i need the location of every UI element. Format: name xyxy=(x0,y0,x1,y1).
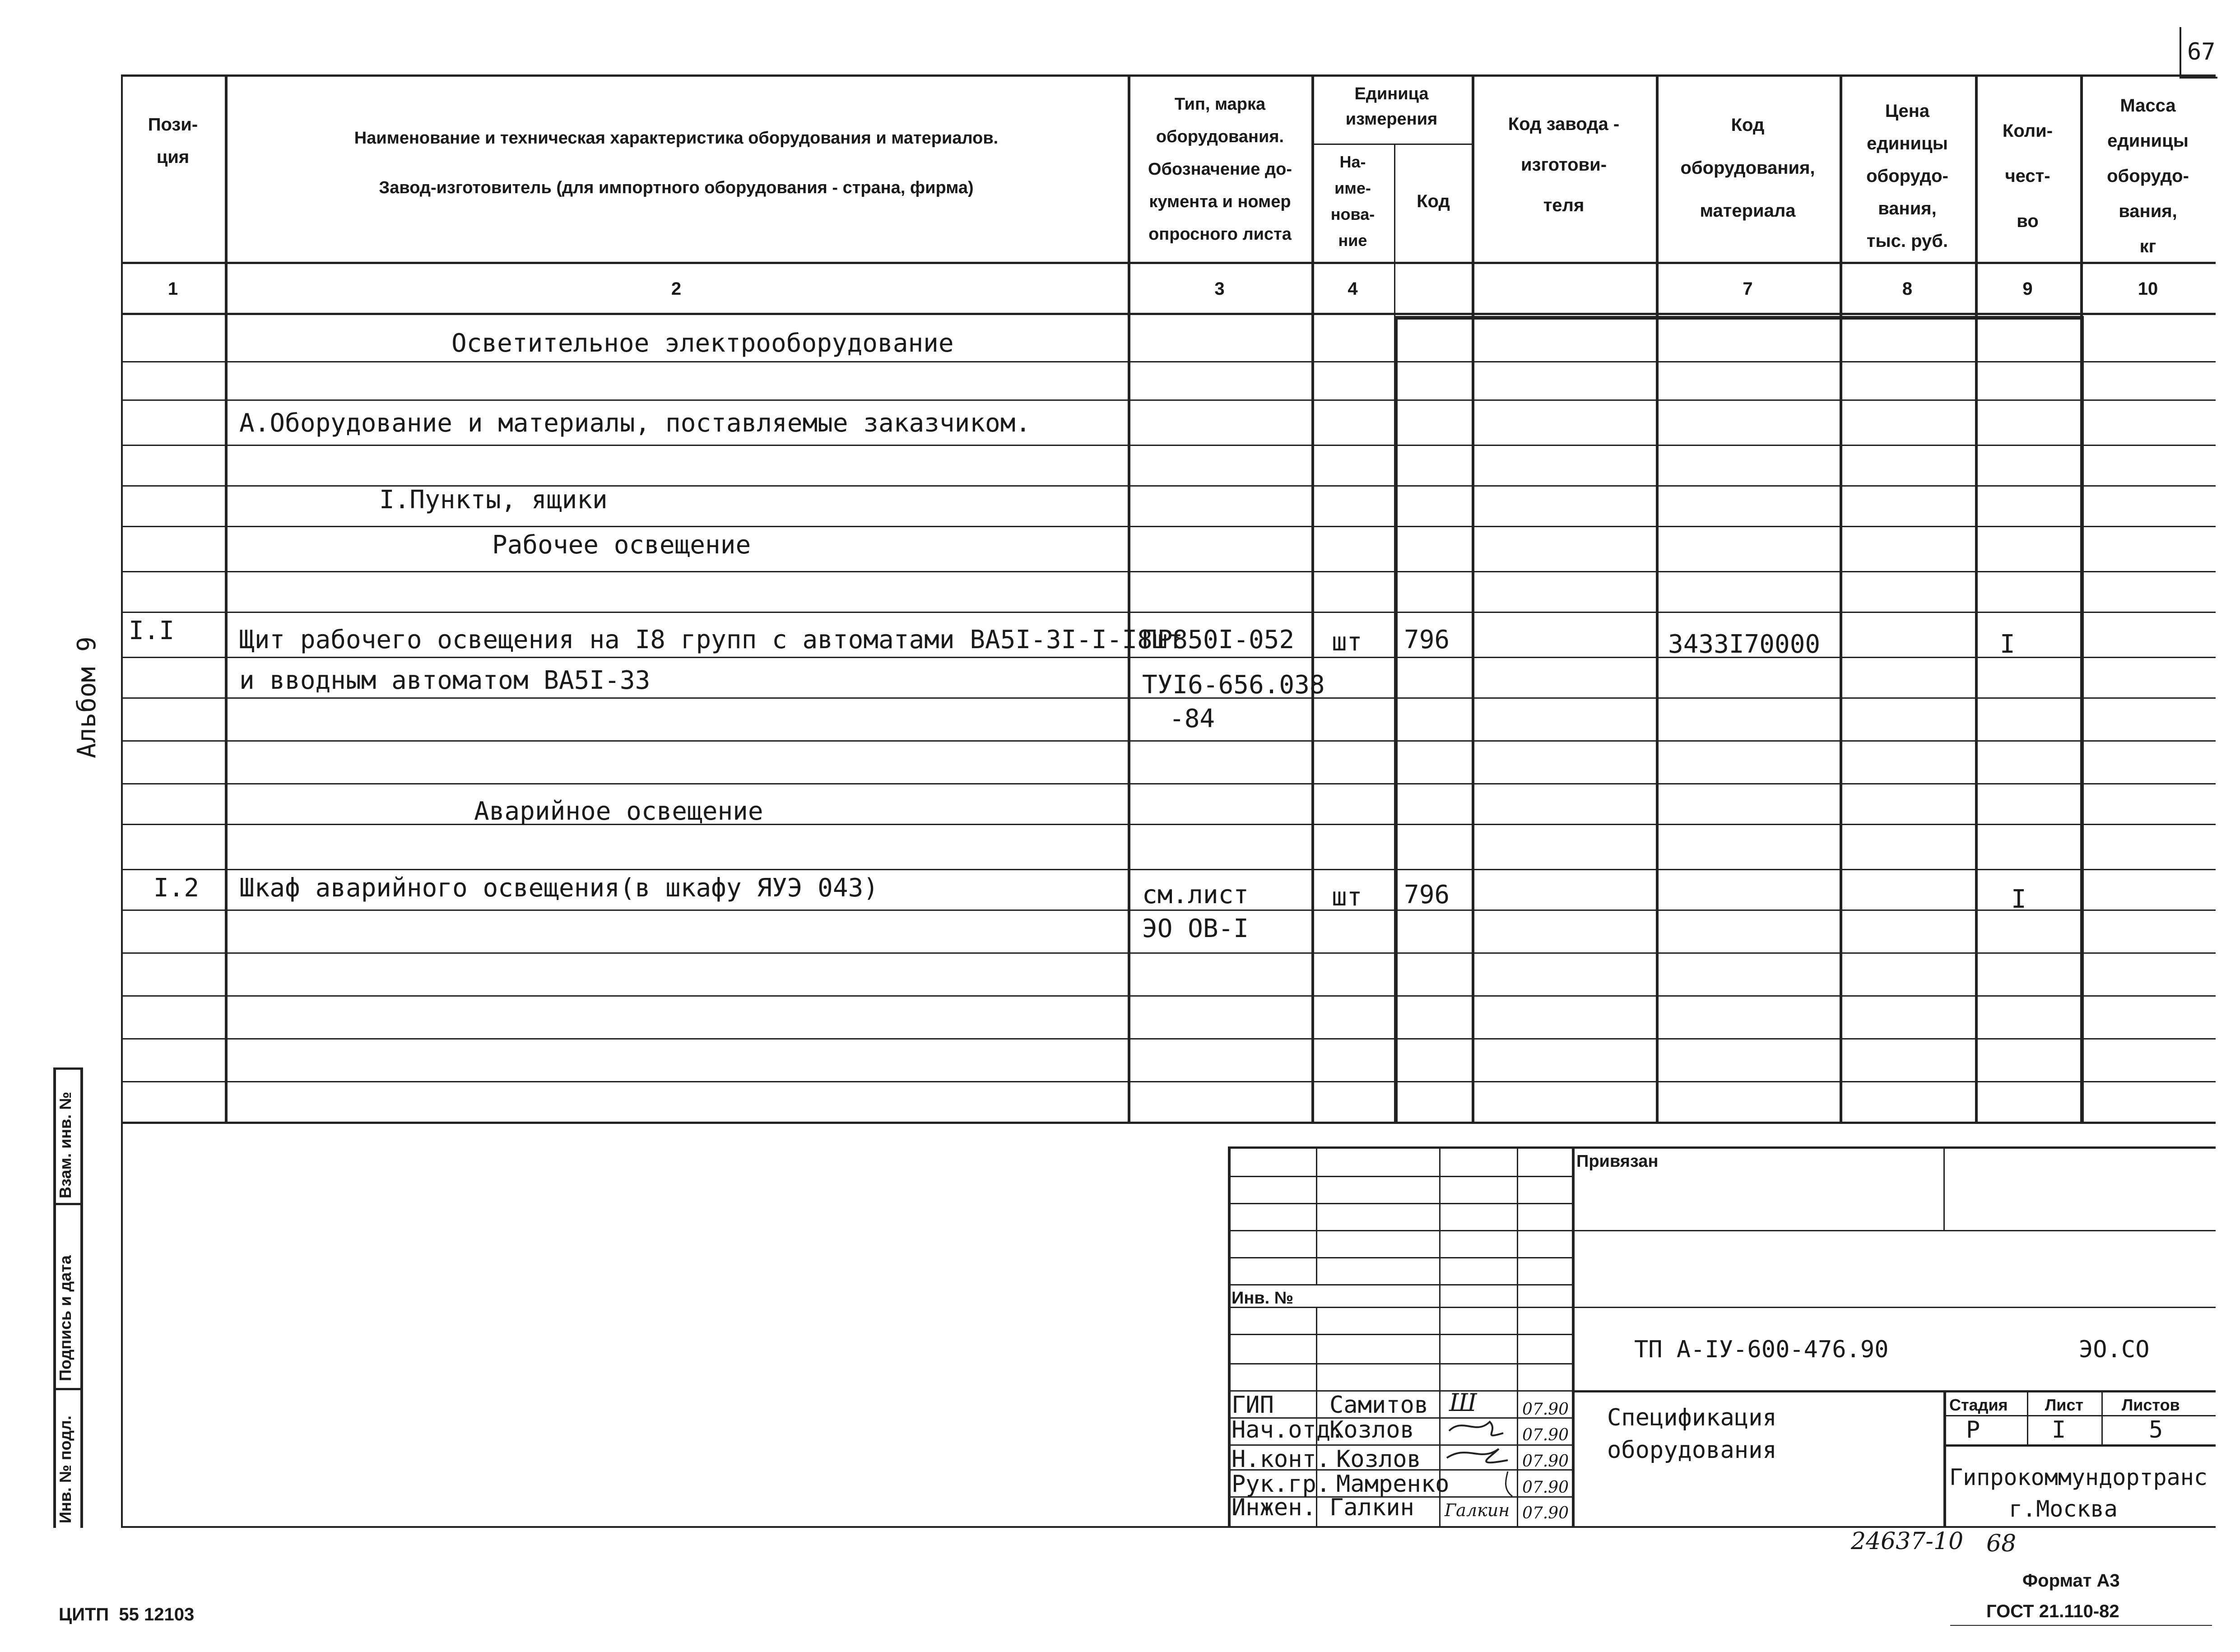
organization-name: Гипрокоммундортранс xyxy=(1949,1464,2207,1490)
section-title: Осветительное электрооборудование xyxy=(451,329,954,358)
item1-type-doc: ТУI6-656.038 xyxy=(1142,670,1325,700)
signature-scribbles xyxy=(1440,1413,1517,1499)
col-number-8: 8 xyxy=(1902,279,1913,299)
stage-label: Стадия xyxy=(1949,1396,2008,1414)
item1-unit: шт xyxy=(1332,627,1362,657)
subsection-heading: I.Пункты, ящики xyxy=(379,485,608,515)
staff-name-ruk-gr: Мамренко xyxy=(1336,1471,1450,1498)
sheet-value: I xyxy=(2052,1416,2066,1443)
item2-quantity: I xyxy=(2011,885,2026,914)
staff-name-inzhen: Галкин xyxy=(1329,1494,1414,1521)
stage-value: Р xyxy=(1966,1416,1980,1443)
document-code: ТП А-IУ-600-476.90 xyxy=(1634,1336,1889,1363)
header-price: Цена единицы оборудо- вания, тыс. руб. xyxy=(1866,101,1948,251)
staff-date-inzhen: 07.90 xyxy=(1522,1504,1569,1522)
staff-date-ruk-gr: 07.90 xyxy=(1522,1478,1569,1497)
staff-role-gip: ГИП xyxy=(1232,1392,1274,1419)
print-code: ЦИТП 55 12103 xyxy=(59,1605,195,1624)
item2-position: I.2 xyxy=(153,873,200,903)
section-a-heading: А.Оборудование и материалы, поставляемые заказчиком. xyxy=(239,408,1031,438)
sheets-value: 5 xyxy=(2149,1416,2163,1443)
side-signature-date: Подпись и дата xyxy=(56,1255,74,1381)
item2-type-sheet: ЭО ОВ-I xyxy=(1142,914,1249,943)
header-unit: Единица измерения xyxy=(1345,84,1438,129)
header-position: Пози- ция xyxy=(148,115,198,167)
item2-type: см.лист xyxy=(1142,880,1249,910)
header-equipment-code: Код оборудования, материала xyxy=(1680,115,1815,221)
handwritten-reference: 24637-10 xyxy=(1851,1528,1964,1555)
organization-city: г.Москва xyxy=(2009,1496,2118,1522)
item1-name-line2: и вводным автоматом ВА5I-33 xyxy=(239,666,651,695)
document-title-line1: Спецификация xyxy=(1607,1404,1777,1431)
sheets-label: Листов xyxy=(2122,1396,2180,1414)
header-unit-name: На- име- нова- ние xyxy=(1330,153,1375,250)
header-unit-code: Код xyxy=(1417,191,1450,211)
staff-name-n-kont: Козлов xyxy=(1336,1446,1421,1473)
staff-role-ruk-gr: Рук.гр. xyxy=(1232,1471,1331,1498)
inv-no-label: Инв. № xyxy=(1232,1289,1294,1308)
header-type: Тип, марка оборудования. Обозначение до- кумента и номер опросного листа xyxy=(1148,95,1292,244)
item1-type: ПР850I-052 xyxy=(1142,625,1295,654)
side-inv-podl: Инв. № подл. xyxy=(56,1415,74,1523)
col-number-2: 2 xyxy=(671,279,682,299)
format-label: Формат А3 xyxy=(2022,1571,2120,1591)
item2-unit: шт xyxy=(1332,882,1362,912)
item2-name: Шкаф аварийного освещения(в шкафу ЯУЭ 043) xyxy=(239,873,879,903)
staff-role-inzhen: Инжен. xyxy=(1232,1494,1316,1521)
emergency-lighting-heading: Аварийное освещение xyxy=(474,797,763,826)
staff-signature-inzhen: Галкин xyxy=(1445,1500,1510,1520)
staff-date-n-kont: 07.90 xyxy=(1522,1452,1569,1471)
header-mass: Масса единицы оборудо- вания, кг xyxy=(2107,96,2189,256)
handwritten-page: 68 xyxy=(1986,1530,2017,1557)
header-name-line2: Завод-изготовитель (для импортного оборудования - страна, фирма) xyxy=(379,178,974,197)
item1-type-doc-suffix: -84 xyxy=(1169,704,1215,733)
item1-position: I.I xyxy=(129,616,175,645)
item1-quantity: I xyxy=(2000,630,2015,659)
item1-unit-code: 796 xyxy=(1404,625,1450,654)
side-vzam-inv: Взам. инв. № xyxy=(56,1091,74,1198)
sheet-label: Лист xyxy=(2045,1396,2084,1414)
staff-role-n-kont: Н.конт. xyxy=(1232,1446,1331,1473)
item1-equipment-code: 3433I70000 xyxy=(1668,630,1821,659)
col-number-10: 10 xyxy=(2138,279,2158,299)
col-number-9: 9 xyxy=(2022,279,2033,299)
item2-unit-code: 796 xyxy=(1404,880,1450,910)
staff-name-nach-otd: Козлов xyxy=(1329,1416,1414,1443)
header-name-line1: Наименование и техническая характеристика оборудования и материалов. xyxy=(354,129,999,148)
col-number-7: 7 xyxy=(1743,279,1753,299)
staff-name-gip: Самитов xyxy=(1329,1392,1429,1419)
header-quantity: Коли- чест- во xyxy=(2002,121,2053,231)
item1-name-line1: Щит рабочего освещения на I8 групп с автоматами ВА5I-3I-I-I8шт xyxy=(239,625,1183,654)
document-title-line2: оборудования xyxy=(1607,1437,1777,1464)
privyazan-label: Привязан xyxy=(1576,1152,1659,1171)
staff-date-nach-otd: 07.90 xyxy=(1522,1426,1569,1444)
document-mark: ЭО.СО xyxy=(2079,1336,2150,1363)
header-factory-code: Код завода - изготови- теля xyxy=(1508,114,1620,215)
album-label: Альбом 9 xyxy=(72,636,102,758)
page-number: 67 xyxy=(2187,38,2216,65)
staff-date-gip: 07.90 xyxy=(1522,1400,1569,1419)
staff-role-nach-otd: Нач.отд. xyxy=(1232,1416,1345,1443)
col-number-3: 3 xyxy=(1214,279,1225,299)
staff-signature-gip: Ш xyxy=(1449,1388,1477,1417)
work-lighting-heading: Рабочее освещение xyxy=(492,530,751,560)
gost-label: ГОСТ 21.110-82 xyxy=(1986,1601,2119,1621)
col-number-4: 4 xyxy=(1348,279,1358,299)
col-number-1: 1 xyxy=(167,279,178,299)
